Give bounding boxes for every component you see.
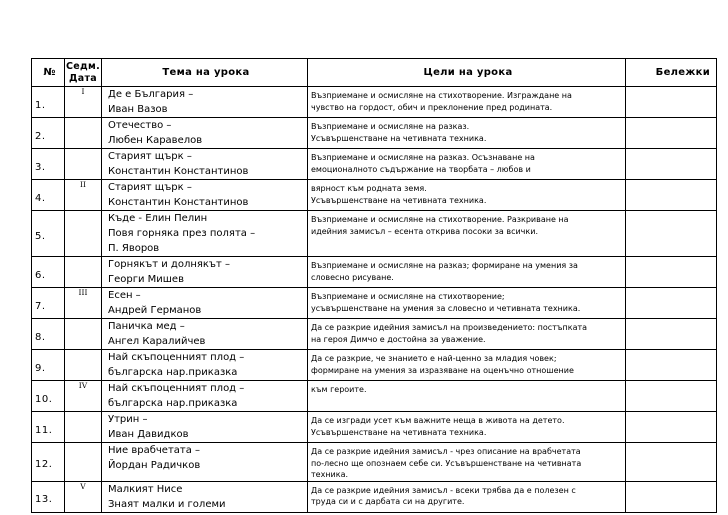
row-goal (308, 350, 626, 381)
row-number: 11. (32, 412, 65, 443)
row-goal (308, 443, 626, 482)
row-notes (626, 211, 717, 257)
row-notes (626, 288, 717, 319)
row-topic (102, 481, 308, 512)
row-goal (308, 288, 626, 319)
row-topic (102, 381, 308, 412)
row-number: 2. (32, 118, 65, 149)
row-topic (102, 288, 308, 319)
row-topic (102, 180, 308, 211)
row-notes (626, 381, 717, 412)
goal-line: Да се изгради усет към важните неща в живота на детето. (311, 416, 565, 425)
goal-line: емоционалното съдържание на творбата – любов и (311, 164, 531, 174)
topic-line: Малкият Нисе (108, 483, 183, 495)
row-week (65, 118, 102, 149)
topic-line: българска нар.приказка (108, 398, 238, 409)
row-week (65, 412, 102, 443)
topic-line: Георги Мишев (108, 274, 184, 285)
row-topic (102, 211, 308, 257)
topic-line: Повя горняка през полята – (108, 228, 256, 239)
row-number: 6. (32, 257, 65, 288)
goal-line: на героя Димчо е достойна за уважение. (311, 334, 486, 344)
row-week (65, 350, 102, 381)
topic-line: Де е България – (108, 89, 194, 100)
row-goal (308, 180, 626, 211)
row-week (65, 257, 102, 288)
row-notes (626, 87, 717, 118)
row-topic (102, 443, 308, 482)
topic-line: Утрин – (108, 414, 148, 425)
row-goal (308, 149, 626, 180)
topic-line: Ние врабчетата – (108, 445, 201, 456)
goal-line: Възприемане и осмисляне на стихотворение. Изграждане на (311, 91, 572, 100)
topic-line: Иван Давидков (108, 429, 189, 440)
header-notes: Бележки (626, 59, 717, 87)
topic-line: българска нар.приказка (108, 367, 238, 378)
row-number: 10. (32, 381, 65, 412)
row-notes (626, 350, 717, 381)
row-topic (102, 350, 308, 381)
row-notes (626, 180, 717, 211)
topic-line: Йордан Радичков (108, 460, 201, 471)
row-number: 4. (32, 180, 65, 211)
row-number: 7. (32, 288, 65, 319)
goal-line: формиране на умения за изразяване на оценъчно отношение (311, 365, 574, 375)
table-row (32, 481, 717, 512)
goal-line: труда си и с дарбата си на другите. (311, 497, 465, 506)
table-row (32, 381, 717, 412)
goal-line: Да се разкрие идейния замисъл на произведението: постъпката (311, 323, 588, 332)
row-notes (626, 481, 717, 512)
row-goal (308, 211, 626, 257)
row-notes (626, 149, 717, 180)
row-topic (102, 257, 308, 288)
goal-line: Да се разкрие, че знанието е най-ценно за младия човек; (311, 354, 557, 363)
topic-line: Константин Константинов (108, 197, 249, 208)
row-week: I (65, 87, 102, 118)
row-topic (102, 87, 308, 118)
table-row (32, 412, 717, 443)
row-number: 13. (32, 481, 65, 512)
topic-line: Старият щърк – (108, 182, 192, 193)
topic-line: Иван Вазов (108, 104, 168, 115)
topic-line: Отечество – (108, 120, 172, 131)
row-week (65, 443, 102, 482)
row-number: 8. (32, 319, 65, 350)
row-goal (308, 87, 626, 118)
goal-line: Да се разкрие идейния замисъл - чрез описание на врабчетата (311, 447, 581, 456)
row-goal (308, 118, 626, 149)
row-week: V (65, 481, 102, 512)
goal-line: чувство на гордост, обич и преклонение пред родината. (311, 102, 553, 112)
goal-line: Възприемане и осмисляне на разказ. (311, 122, 470, 131)
topic-line: Знаят малки и големи (108, 498, 226, 510)
table-row (32, 257, 717, 288)
goal-line: по-лесно ще опознаем себе си. Усъвършенстване на четивната (311, 458, 582, 468)
row-notes (626, 257, 717, 288)
goal-line: Възприемане и осмисляне на стихотворение. Разкриване на (311, 215, 569, 224)
row-topic (102, 149, 308, 180)
row-goal (308, 257, 626, 288)
table-row (32, 180, 717, 211)
header-row (32, 59, 717, 87)
goal-line: техника. (311, 470, 349, 479)
row-goal (308, 412, 626, 443)
row-number: 5. (32, 211, 65, 257)
goal-line: Да се разкрие идейния замисъл - всеки трябва да е полезен с (311, 485, 576, 495)
topic-line: П. Яворов (108, 243, 160, 254)
row-goal (308, 381, 626, 412)
topic-line: Старият щърк – (108, 151, 192, 162)
row-notes (626, 412, 717, 443)
goal-line: усъвършенстване на умения за словесно и четивната техника. (311, 303, 581, 313)
table-row (32, 443, 717, 482)
row-goal (308, 319, 626, 350)
table-row (32, 350, 717, 381)
row-topic (102, 319, 308, 350)
header-week-date (65, 59, 102, 87)
row-number: 3. (32, 149, 65, 180)
row-notes (626, 118, 717, 149)
row-week: II (65, 180, 102, 211)
topic-line: Любен Каравелов (108, 135, 203, 146)
topic-line: Андрей Германов (108, 305, 202, 316)
table-row (32, 319, 717, 350)
goal-line: Усъвършенстване на четивната техника. (311, 195, 487, 205)
goal-line: словесно рисуване. (311, 272, 394, 282)
topic-line: Есен – (108, 290, 141, 301)
header-goals: Цели на урока (308, 59, 626, 87)
topic-line: Константин Константинов (108, 166, 249, 177)
row-number: 12. (32, 443, 65, 482)
row-notes (626, 443, 717, 482)
goal-line: Възприемане и осмисляне на разказ; формиране на умения за (311, 261, 578, 270)
row-week (65, 149, 102, 180)
goal-line: към героите. (311, 385, 367, 394)
table-row (32, 288, 717, 319)
table-row (32, 211, 717, 257)
goal-line: Усъвършенстване на четивната техника. (311, 133, 487, 143)
topic-line: Горнякът и долнякът – (108, 259, 230, 270)
row-number: 9. (32, 350, 65, 381)
row-goal (308, 481, 626, 512)
row-week: III (65, 288, 102, 319)
header-week: Седм. (66, 60, 100, 72)
goal-line: Възприемане и осмисляне на разказ. Осъзнаване на (311, 153, 535, 162)
header-number: № (32, 59, 65, 87)
topic-line: Най скъпоценният плод – (108, 383, 245, 394)
row-week (65, 211, 102, 257)
row-notes (626, 319, 717, 350)
row-number: 1. (32, 87, 65, 118)
row-topic (102, 118, 308, 149)
goal-line: Усъвършенстване на четивната техника. (311, 427, 487, 437)
goal-line: идейния замисъл – есента открива посоки за всички. (311, 226, 538, 236)
header-date: Дата (69, 72, 97, 84)
lesson-plan-table (31, 58, 717, 513)
row-week: IV (65, 381, 102, 412)
table-row (32, 118, 717, 149)
goal-line: вярност към родната земя. (311, 184, 427, 193)
row-topic (102, 412, 308, 443)
goal-line: Възприемане и осмисляне на стихотворение; (311, 292, 505, 301)
topic-line: Най скъпоценният плод – (108, 352, 245, 363)
topic-line: Къде - Елин Пелин (108, 213, 208, 224)
row-week (65, 319, 102, 350)
table-row (32, 149, 717, 180)
topic-line: Паничка мед – (108, 321, 185, 332)
topic-line: Ангел Каралийчев (108, 336, 206, 347)
table-row (32, 87, 717, 118)
header-topic: Тема на урока (102, 59, 308, 87)
